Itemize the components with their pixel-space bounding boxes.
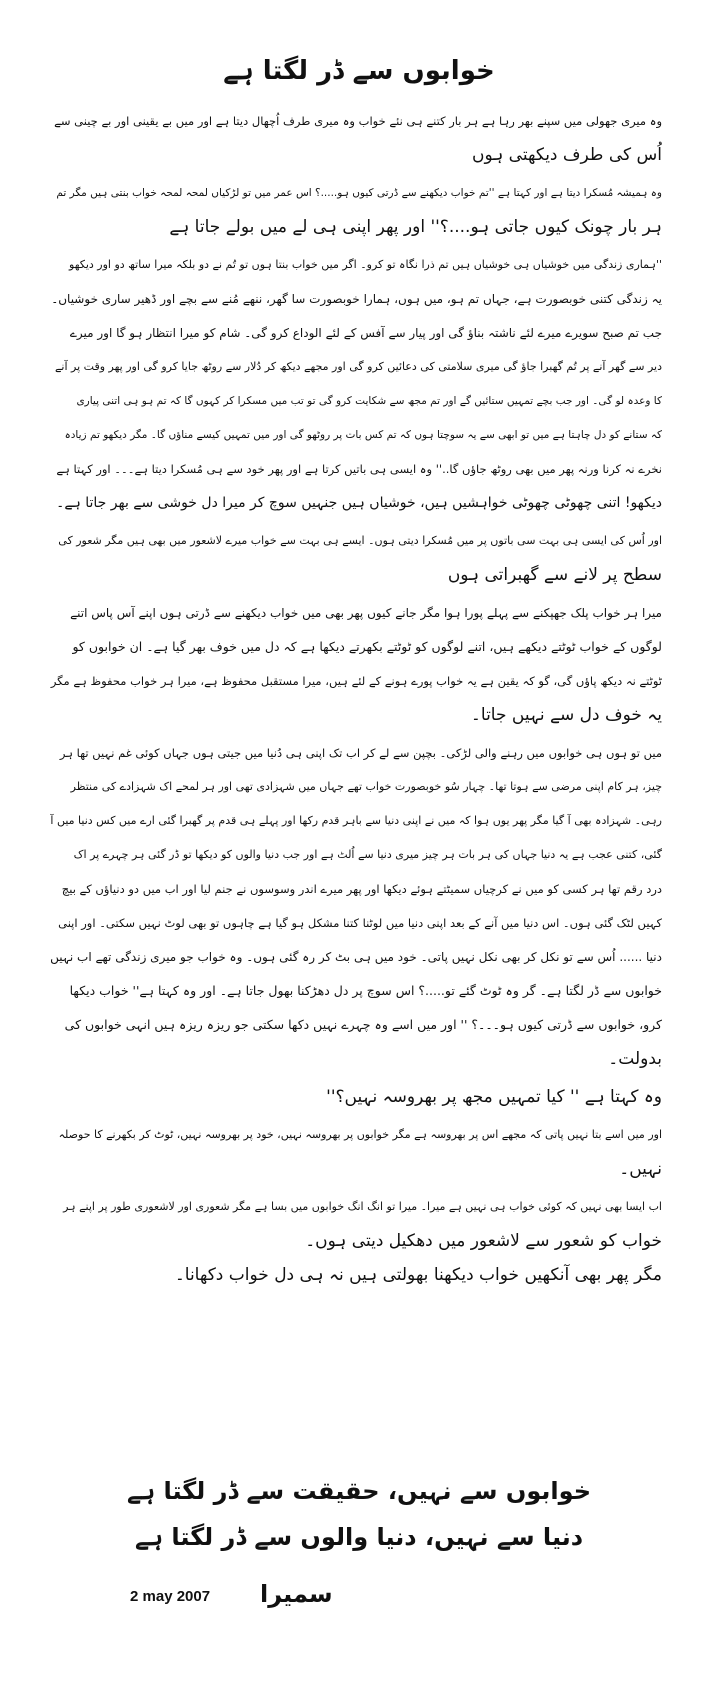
text-line: اور اُس کی ایسی ہی بہت سی باتوں پر میں مُسکرا دیتی ہوں۔ ایسے ہی بہت سے خواب میرے لاشعور میں بھی ہیں مگر شعور کی — [58, 534, 662, 547]
text-line: بدولت۔ — [608, 1049, 662, 1069]
paragraph — [50, 248, 662, 520]
paragraph — [50, 736, 662, 1076]
closing-verse — [0, 1468, 718, 1560]
text-line: ٹوٹتے نہ دیکھ پاؤں گی، گو کہ یقین ہے یہ خواب پورے ہونے کے لئے ہیں، میرا مستقبل محفوظ ہے، میرا ہر خواب محفوظ ہے مگر — [50, 674, 662, 688]
paragraph — [50, 176, 662, 244]
text-line: رہی۔ شہزادہ بھی آ گیا مگر پھر یوں ہوا کہ میں نے اپنی دنیا سے باہر قدم رکھا اور پہلے ہی قدم پر گھبرا گئی ارے میں کس دنیا میں آ — [50, 814, 662, 827]
text-line: خواب کو شعور سے لاشعور میں دھکیل دیتی ہوں۔ — [305, 1231, 662, 1251]
text-line: جب تم صبح سویرے میرے لئے ناشتہ بناؤ گی اور پیار سے آفس کے لئے الوداع کرو گی۔ شام کو میرا انتظار ہو گا اور میرے — [69, 326, 662, 340]
text-line: اور میں اسے بتا نہیں پاتی کہ مجھے اس پر بھروسہ ہے مگر خوابوں پر بھروسہ نہیں، خود پر بھروسہ نہیں، ٹوٹ کر بکھرنے کا حوصلہ — [58, 1128, 662, 1141]
text-line: نہیں۔ — [619, 1159, 662, 1179]
text-line: دیکھو! اتنی چھوٹی چھوٹی خواہشیں ہیں، خوشیاں ہیں جنہیں سوچ کر میرا دل خوشی سے بھر جاتا ہے۔ — [56, 495, 662, 511]
text-line: وہ کہتا ہے '' کیا تمہیں مجھ پر بھروسہ نہیں؟'' — [326, 1087, 662, 1107]
text-line: ہر بار چونک کیوں جاتی ہو....؟'' اور پھر اپنی ہی لے میں بولے جاتا ہے — [169, 217, 662, 237]
text-line: دنیا ...... اُس سے تو نکل کر بھی نکل نہیں پاتی۔ خود میں ہی بٹ کر رہ گئی ہوں۔ وہ خواب جو میری زندگی تھے اب نہیں — [50, 950, 662, 964]
page-title: خوابوں سے ڈر لگتا ہے — [223, 56, 495, 86]
text-line: اب ایسا بھی نہیں کہ کوئی خواب ہی نہیں ہے میرا۔ میرا تو انگ انگ خوابوں میں بسا ہے مگر شعوری اور لاشعوری طور پر اپنے ہر — [63, 1200, 662, 1213]
paragraph — [50, 524, 662, 592]
text-line: نخرے نہ کرنا ورنہ پھر میں بھی روٹھ جاؤں گا..'' وہ ایسی ہی باتیں کرتا ہے اور پھر خود سے ہی مُسکرا دیتا ہے۔۔۔ اور کہتا ہے — [56, 462, 662, 476]
text-line: خوابوں سے ڈر لگتا ہے۔ گر وہ ٹوٹ گئے تو.....؟ اس سوچ پر دل دھڑکنا بھول جاتا ہے۔ اور وہ کہتا ہے'' خواب دیکھا — [69, 983, 662, 998]
text-line: درد رقم تھا ہر کسی کو میں نے کرچیاں سمیٹتے ہوئے دیکھا اور پھر میرے اندر وسوسوں نے جنم لیا اور اب میں دو دنیاؤں کے بیچ — [61, 882, 662, 896]
text-line: گئی، کتنی عجب ہے یہ دنیا جہاں کی ہر بات ہر چیز میری دنیا سے اُلٹ ہے اور جب دنیا والوں کو دیکھا تو ڈر گئی ہر چہرے پر اک — [73, 848, 662, 861]
paragraph — [50, 104, 662, 172]
text-line: اُس کی طرف دیکھتی ہوں — [472, 145, 662, 165]
text-line: میں تو ہوں ہی خوابوں میں رہنے والی لڑکی۔ بچپن سے لے کر اب تک اپنی ہی دُنیا میں جیتی ہوں جہاں کوئی غم نہیں تھا ہر — [59, 746, 662, 760]
text-line: کہ ستانے کو دل چاہتا ہے میں تو ابھی سے یہ سوچتا ہوں کہ تم کس بات پر روٹھو گی اور میں تمہیں کیسے مناؤں گا۔ مگر دیکھو تم زیادہ — [64, 429, 662, 441]
text-line: چیز، ہر کام اپنی مرضی سے ہوتا تھا۔ چہار سُو خوبصورت خواب تھے جہاں میں شہزادی تھی اور ہر لمحے اک شہزادے کی منتظر — [70, 780, 662, 793]
article-body — [50, 104, 662, 1296]
verse-line: دنیا سے نہیں، دنیا والوں سے ڈر لگتا ہے — [134, 1523, 584, 1551]
text-line: سطح پر لانے سے گھبراتی ہوں — [447, 565, 662, 585]
text-line: کہیں لٹک گئی ہوں۔ اس دنیا میں آنے کے بعد اپنی دنیا میں لوٹنا کتنا مشکل ہو گیا ہے چاہوں تو بھی لوٹ نہیں سکتی۔ اور اپنی — [58, 916, 662, 930]
text-line: یہ خوف دل سے نہیں جاتا۔ — [470, 705, 662, 725]
signature-block — [130, 1580, 333, 1614]
paragraph — [50, 1080, 662, 1114]
text-line: وہ ہمیشہ مُسکرا دیتا ہے اور کہتا ہے ''تم خواب دیکھنے سے ڈرتی کیوں ہو.....؟ اس عمر میں تو لڑکیاں لمحہ لمحہ خواب بنتی ہیں مگر تم — [56, 187, 662, 199]
text-line: مگر پھر بھی آنکھیں خواب دیکھنا بھولتی ہیں نہ ہی دل خواب دکھانا۔ — [174, 1265, 662, 1285]
paragraph — [50, 1118, 662, 1186]
author-signature: سمیرا — [260, 1580, 333, 1608]
text-line: وہ میری جھولی میں سپنے بھر رہا ہے ہر بار کتنے ہی نئے خواب وہ میری طرف اُچھال دیتا ہے اور میں بے یقینی اور بے چینی سے — [54, 114, 662, 128]
verse-line: خوابوں سے نہیں، حقیقت سے ڈر لگتا ہے — [127, 1477, 591, 1505]
paragraph — [50, 596, 662, 732]
text-line: میرا ہر خواب پلک جھپکنے سے پہلے پورا ہوا مگر جانے کیوں پھر بھی میں خواب دیکھنے سے ڈرتی ہوں اپنے آس پاس اتنے — [70, 606, 662, 620]
signature-date: 2 may 2007 — [130, 1588, 211, 1605]
text-line: ''ہماری زندگی میں خوشیاں ہی خوشیاں ہیں تم ذرا نگاہ تو کرو۔ اگر میں خواب بنتا ہوں تو تُم نے دو بلکہ میرا ساتھ دو اور دیکھو — [69, 258, 662, 271]
text-line: کرو، خوابوں سے ڈرتی کیوں ہو۔۔۔؟ '' اور میں اسے وہ چہرے نہیں دکھا سکتی جو ریزہ ریزہ ہیں انہی خوابوں کی — [64, 1017, 662, 1032]
text-line: دیر سے گھر آنے پر تُم گھبرا جاؤ گی میری سلامتی کی دعائیں کرو گی اور مجھے دیکھ کر دُلار سے روٹھ جایا کرو گی اور پھر وقت پر آنے — [54, 360, 662, 373]
text-line: کا وعدہ لو گی۔ اور جب بچے تمہیں ستائیں گے اور تم مجھ سے شکایت کرو گی تو تب میں مسکرا کر کہوں گا کہ تم ہو ہی اتنی پیاری — [76, 395, 662, 407]
text-line: لوگوں کے خواب ٹوٹتے دیکھے ہیں، اتنے لوگوں کو ٹوٹتے بکھرتے دیکھا ہے کہ دل میں خوف بھر گیا ہے۔ ان خوابوں کو — [72, 639, 662, 654]
text-line: یہ زندگی کتنی خوبصورت ہے، جہاں تم ہو، میں ہوں، ہمارا خوبصورت سا گھر، ننھے مُنے سے بچے اور ڈھیر ساری خوشیاں۔ — [51, 292, 662, 306]
paragraph — [50, 1190, 662, 1292]
